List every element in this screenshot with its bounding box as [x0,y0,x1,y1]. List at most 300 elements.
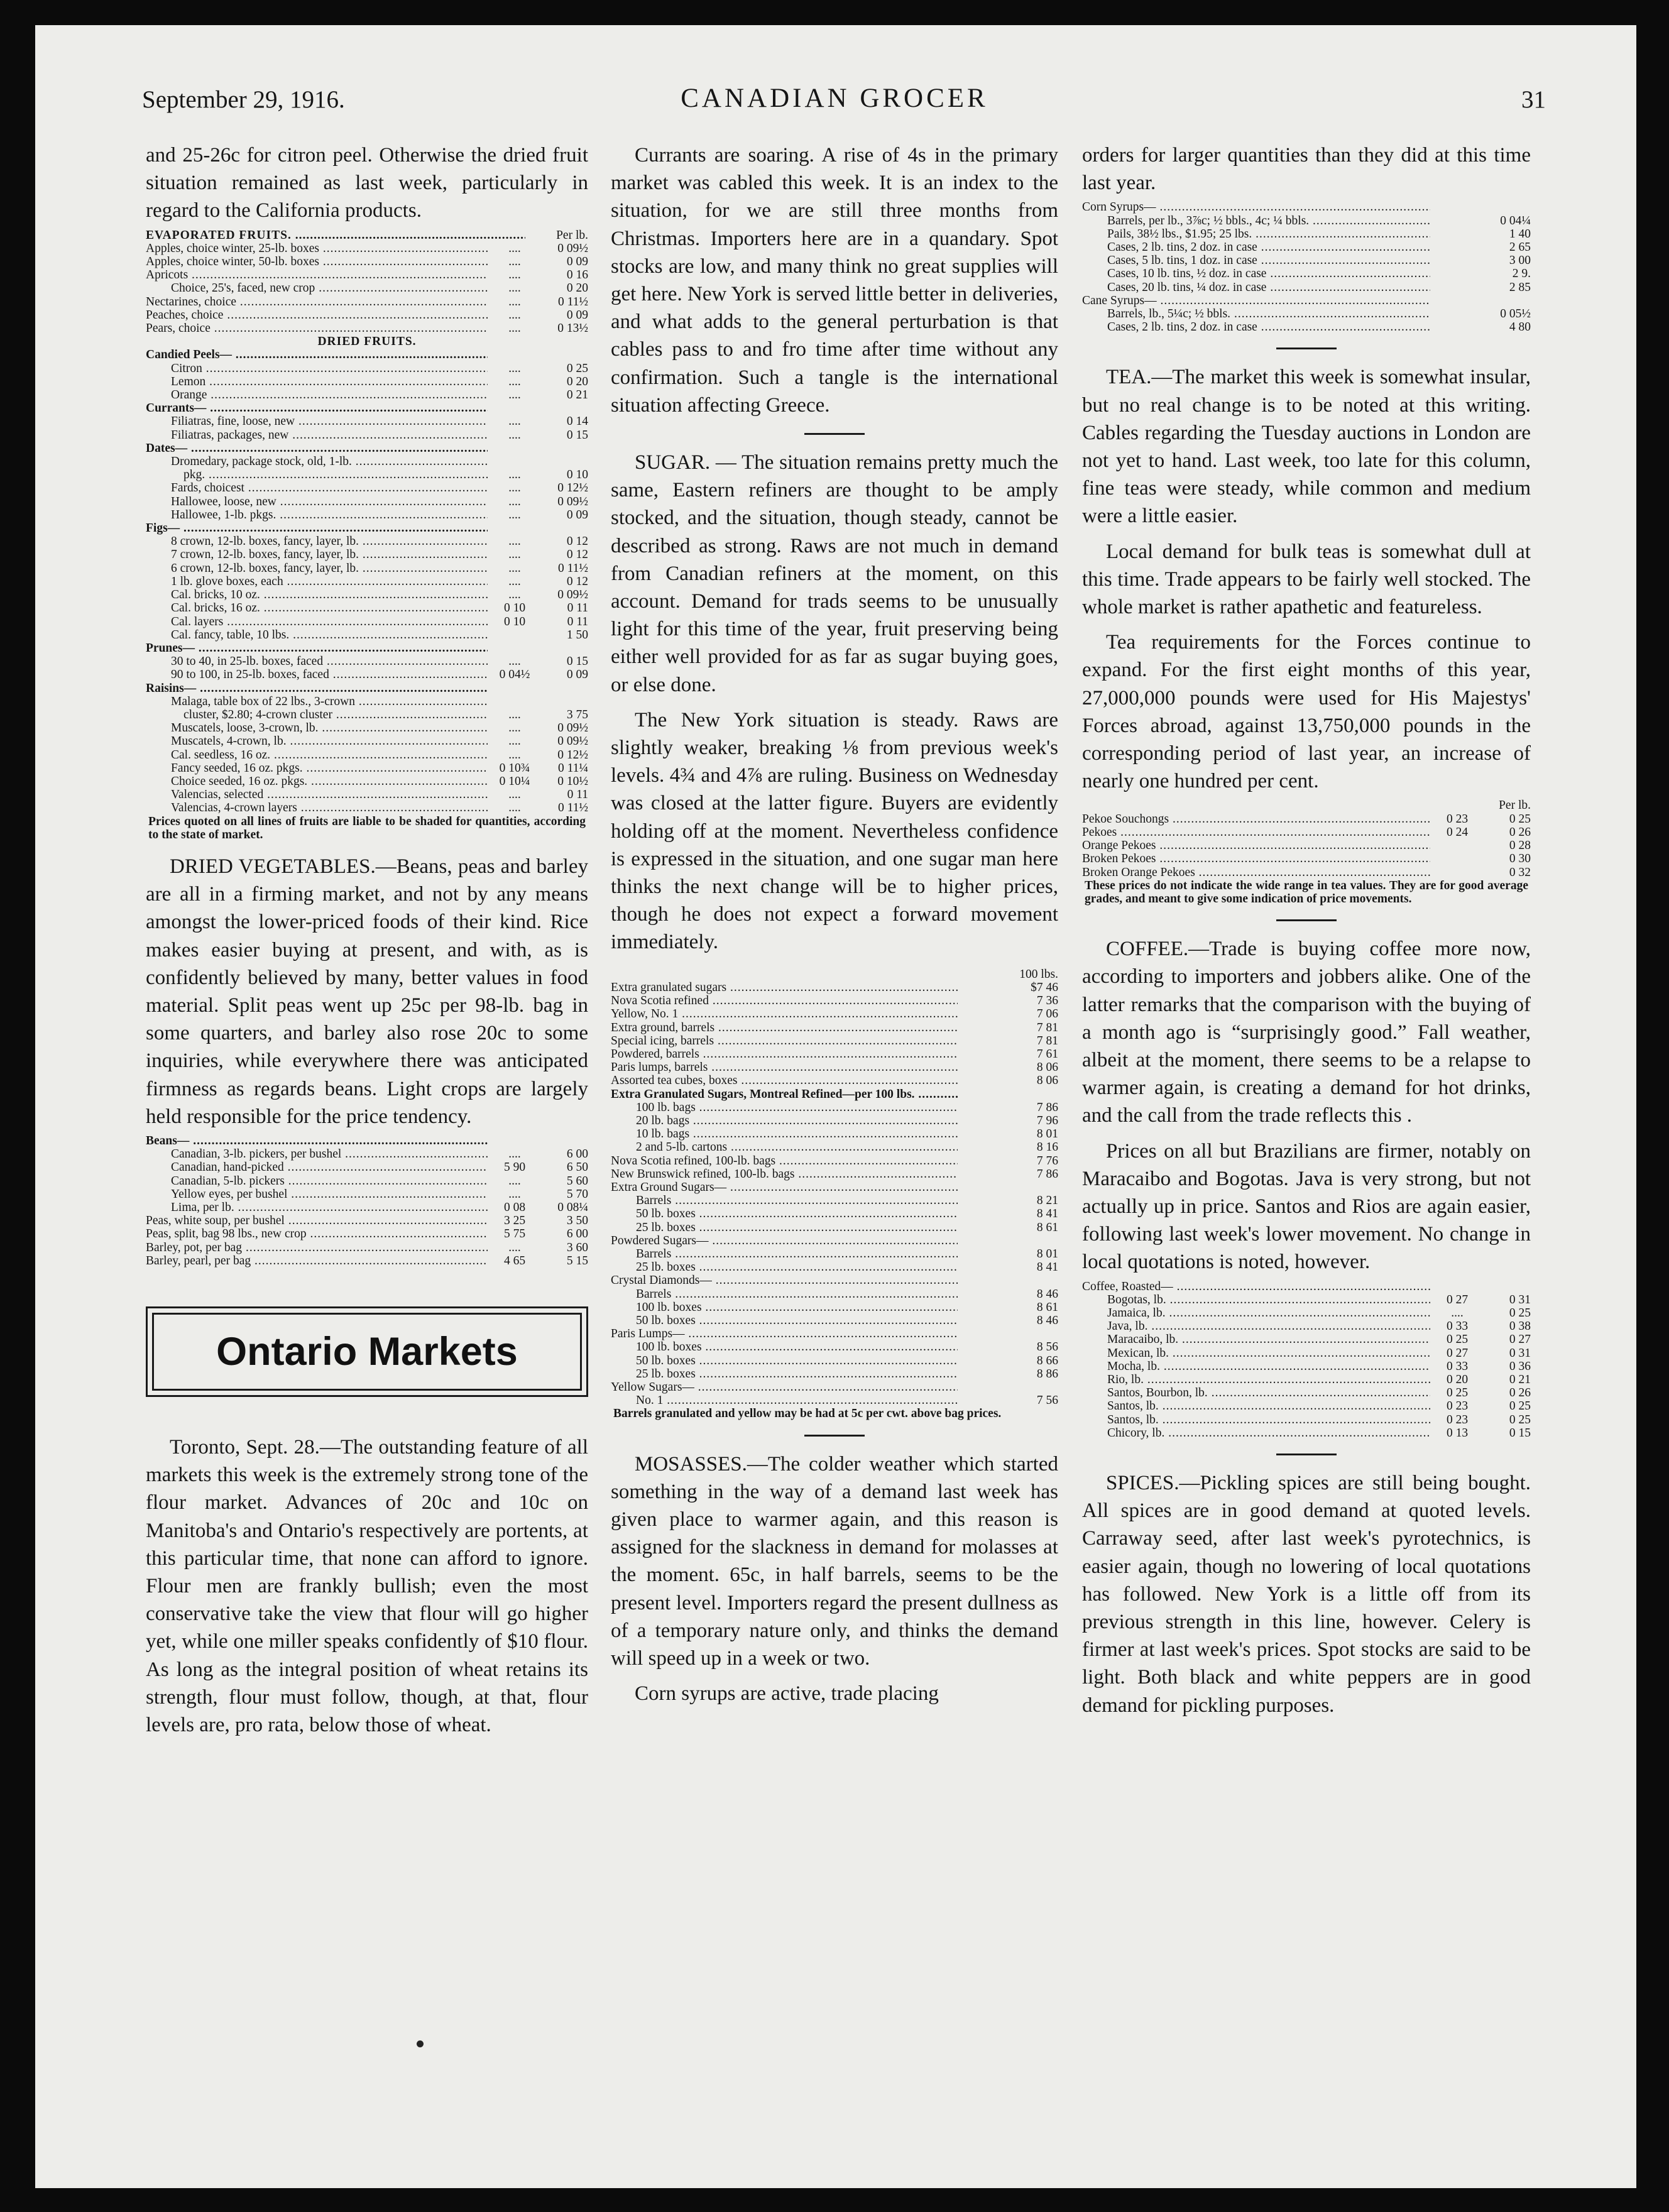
corn-syrup-paragraph: Corn syrups are active, trade placing [635,1682,939,1706]
item-label: Pails, 38½ lbs., $1.95; 25 lbs. ..... [1082,227,1430,241]
item-label: Bogotas, lb. ..... [1082,1293,1430,1306]
item-label: Apples, choice winter, 50-lb. boxes ..... [146,255,488,268]
price-row [146,695,588,708]
item-label: Malaga, table box of 22 lbs., 3-crown ..... [146,695,488,708]
price-low: .... [508,268,521,282]
price-low: 0 24 [1446,825,1469,839]
price-low: 3 25 [503,1214,526,1228]
item-label: Powdered, barrels ..... [611,1048,958,1061]
price-low: .... [508,295,521,309]
price-row [611,1154,1058,1168]
price-high: 0 12 [566,548,588,562]
price-low: .... [508,375,521,388]
price-low: 0 33 [1446,1320,1469,1333]
price-low: 0 08 [503,1201,526,1214]
price-high: 7 36 [1036,994,1058,1008]
price-row [146,762,588,775]
price-row [146,295,588,309]
item-label: Orange Pekoes ..... [1082,839,1430,852]
price-row [611,1327,1058,1340]
price-high: 7 81 [1036,1034,1058,1048]
price-high: 0 09½ [557,588,588,602]
item-label: Maracaibo, lb. ..... [1082,1333,1430,1346]
item-label: Yellow Sugars— ..... [611,1381,958,1394]
dried-vegetables-paragraph: DRIED VEGETABLES.—Beans, peas and barley are all in a firming market, and not by any means amongst the lower-priced foods of their kind. Rice makes easier buying at present, and with, as is confidently believed by many, better values in food material. Split peas went up 25c per 98-lb. bag in some quarters, and barley also rose 20c to some inquiries, while everywhere there was anticipated firmness as regards beans. Light crops are largely held responsible for the price tendency. [146,855,588,1128]
price-row [611,981,1058,994]
item-label: Peas, split, bag 98 lbs., new crop ..... [146,1227,488,1240]
price-low: .... [508,415,521,429]
price-low: .... [508,508,521,522]
price-row [611,1181,1058,1194]
item-label: Cases, 20 lb. tins, ¼ doz. in case ..... [1082,281,1430,294]
price-low: 0 23 [1446,812,1469,826]
item-label: 100 lb. boxes ..... [611,1340,958,1354]
price-low: .... [508,655,521,669]
price-row [146,575,588,588]
item-label: Cal. bricks, 16 oz. ..... [146,601,488,615]
item-label: 10 lb. bags ..... [611,1127,958,1141]
price-row [1082,214,1531,227]
price-high: 0 15 [566,655,588,669]
item-label: 100 lb. bags ..... [611,1101,958,1114]
item-label: 8 crown, 12-lb. boxes, fancy, layer, lb. ..... [146,535,488,548]
price-row [1082,241,1531,254]
price-high: 0 12½ [557,481,588,495]
item-label: Cane Syrups— ..... [1082,294,1430,307]
price-high: 0 11¼ [557,761,588,775]
price-row [611,1021,1058,1034]
page-number: 31 [1521,86,1546,113]
price-low: .... [508,388,521,402]
price-low: 0 27 [1446,1346,1469,1360]
price-row [146,801,588,814]
item-label: 6 crown, 12-lb. boxes, fancy, layer, lb. ..... [146,562,488,575]
item-label: Nectarines, choice ..... [146,295,488,309]
item-label: Canadian, 5-lb. pickers ..... [146,1174,488,1188]
price-row [611,1381,1058,1394]
item-label: Mexican, lb. ..... [1082,1347,1430,1360]
price-row [146,429,588,442]
price-row [146,748,588,762]
price-high: 6 00 [566,1227,588,1241]
item-label: 7 crown, 12-lb. boxes, fancy, layer, lb. ..... [146,548,488,561]
price-row [146,402,588,415]
price-high: 0 11½ [557,295,588,309]
price-high: 7 56 [1036,1394,1058,1408]
price-low: .... [508,282,521,295]
price-high: 3 60 [566,1240,588,1254]
price-high: 7 61 [1036,1047,1058,1061]
price-high: 2 85 [1509,280,1531,294]
price-row [146,522,588,535]
new-york-sugar-paragraph: The New York situation is steady. Raws are slightly weaker, breaking ⅛ from previous week's levels. 4¾ and 4⅞ are ruling. Business on Wednesday was closed at the latter figure. Buyers are evidently holding off at the moment. Nevertheless confidence is expressed in the situation, and one sugar man here thinks the next change will be to higher prices, though he does not expect a forward movement immediately. [611,708,1058,954]
price-high: 0 16 [566,268,588,282]
price-high: 7 81 [1036,1021,1058,1034]
price-row [611,1061,1058,1074]
item-label: Paris Lumps— ..... [611,1327,958,1340]
item-label: Coffee, Roasted— ..... [1082,1280,1430,1293]
currants-paragraph: Currants are soaring. A rise of 4s in the primary market was cabled this week. It is an index to the situation, for we are still three months from Christmas. Importers here are in a quandary. Spot stocks are low, and many think no great supplies will get here. New York is served little better in deliveries, and what adds to the general perturbation is that cables pass to and fro time after time without any confirmation. Such a tangle is the international situation affecting Greece. [611,144,1058,417]
price-row [611,1048,1058,1061]
price-low: .... [1451,1306,1464,1320]
unit-label: Per lb. [556,228,588,242]
price-high: 0 15 [1509,1426,1531,1440]
table-note: Barrels granulated and yellow may be had at 5c per cwt. above bag prices. [613,1407,1002,1421]
sugar-paragraph: SUGAR. — The situation remains pretty much the same, Eastern refiners are thought to be amply stocked, and the situation, though steady, cannot be described as strong. Raws are not much in demand from Canadian refiners at the moment, on this account. Demand for trads seems to be unusually light for this time of the year, fruit preserving being either well provided for as far as sugar buying goes, or else done. [611,451,1058,696]
item-label: Citron ..... [146,362,488,375]
price-high: 0 32 [1509,865,1531,879]
price-row [611,1007,1058,1021]
price-row [146,415,588,428]
price-row [146,642,588,655]
item-label: Choice seeded, 16 oz. pkgs. ..... [146,775,488,788]
price-high: 8 01 [1036,1247,1058,1261]
item-label: Barrels, lb., 5¼c; ½ bbls. ..... [1082,307,1430,320]
price-high: 0 21 [566,388,588,402]
price-row [1082,866,1531,879]
price-row [1082,1333,1531,1346]
item-label: 30 to 40, in 25-lb. boxes, faced ..... [146,655,488,668]
price-row [146,508,588,522]
section-divider [804,433,865,435]
price-high: 0 11 [567,601,588,615]
item-label: 20 lb. bags ..... [611,1114,958,1127]
price-low: .... [508,1187,521,1201]
price-high: 0 05½ [1500,307,1531,321]
price-high: 8 56 [1036,1340,1058,1354]
price-row [146,1161,588,1174]
price-row [146,1174,588,1188]
price-row [146,1254,588,1268]
price-high: 0 25 [566,361,588,375]
price-row [1082,1280,1531,1293]
item-label: Cal. bricks, 10 oz. ..... [146,588,488,601]
price-row [146,388,588,402]
print-mark [417,2040,424,2047]
price-row [1082,267,1531,280]
price-row [1082,1413,1531,1426]
price-high: 7 06 [1036,1007,1058,1021]
tea-price-table [1082,799,1531,906]
item-label: Orange ..... [146,388,488,402]
price-row [1082,852,1531,865]
column-3 [1082,141,1531,1719]
price-row [1082,254,1531,267]
price-row [146,1227,588,1240]
price-low: 0 25 [1446,1386,1469,1400]
price-high: 0 12½ [557,748,588,762]
tea-paragraph: TEA.—The market this week is somewhat insular, but no real change is to be noted at this writing. Cables regarding the Tuesday auctions in London are not yet to hand. Last week, too late for this column, fine teas were steady, while common and medium were a little easier. [1082,366,1531,528]
price-row [146,268,588,282]
price-high: 0 09 [566,308,588,322]
price-low: 0 10¾ [499,761,530,775]
item-label: pkg. ..... [146,468,488,481]
price-low: .... [508,708,521,721]
item-label: 50 lb. boxes ..... [611,1314,958,1327]
item-label: Barrels, per lb., 3⅞c; ½ bbls., 4c; ¼ bbls. ..... [1082,214,1430,227]
item-label: Cal. layers ..... [146,615,488,628]
price-row [1082,1360,1531,1373]
price-row [146,682,588,695]
price-low: .... [508,548,521,562]
price-high: 0 12 [566,535,588,549]
price-low: .... [508,721,521,735]
price-high: 0 26 [1509,1386,1531,1400]
price-low: .... [508,322,521,336]
price-high: 8 06 [1036,1061,1058,1075]
price-row [146,615,588,628]
item-label: Pears, choice ..... [146,322,488,335]
item-label: 1 lb. glove boxes, each ..... [146,575,488,588]
price-low: .... [508,495,521,508]
price-row [611,994,1058,1007]
item-label: Dromedary, package stock, old, 1-lb. ..... [146,455,488,468]
price-low: .... [508,1174,521,1188]
price-high: 4 80 [1509,320,1531,334]
item-label: Cases, 2 lb. tins, 2 doz. in case ..... [1082,241,1430,254]
price-row [146,775,588,788]
price-low: 5 90 [503,1161,526,1174]
ontario-markets-box [146,1306,588,1397]
price-row [611,1301,1058,1314]
item-label: Cases, 5 lb. tins, 1 doz. in case ..... [1082,254,1430,267]
item-label: 100 lb. boxes ..... [611,1301,958,1314]
citron-peel-paragraph: and 25-26c for citron peel. Otherwise the dried fruit situation remained as last week, particularly in regard to the California products. [146,144,588,222]
price-low: 0 33 [1446,1359,1469,1373]
price-row [1082,813,1531,826]
price-high: 0 20 [566,282,588,295]
item-label: Assorted tea cubes, boxes ..... [611,1074,958,1087]
price-high: 2 9. [1512,267,1531,281]
price-high: 3 00 [1509,254,1531,268]
price-row [1082,294,1531,307]
item-label: Pekoes ..... [1082,826,1430,839]
item-label: Filiatras, packages, new ..... [146,429,488,442]
price-row [146,1241,588,1254]
item-label: Nova Scotia refined ..... [611,994,958,1007]
item-label: Jamaica, lb. ..... [1082,1306,1430,1320]
price-high: 8 46 [1036,1287,1058,1301]
item-label: No. 1 ..... [611,1394,958,1407]
item-label: 50 lb. boxes ..... [611,1354,958,1367]
price-high: 0 25 [1509,1413,1531,1426]
item-label: Chicory, lb. ..... [1082,1426,1430,1440]
price-low: .... [508,788,521,802]
price-low: .... [508,1240,521,1254]
price-low: 0 10 [503,601,526,615]
item-label: 2 and 5-lb. cartons ..... [611,1141,958,1154]
price-high: 0 04¼ [1500,214,1531,227]
section-divider [804,1435,865,1437]
price-row [1082,320,1531,334]
price-high: 0 15 [566,428,588,442]
price-low: 0 20 [1446,1372,1469,1386]
price-high: 6 00 [566,1147,588,1161]
price-row [611,1394,1058,1407]
price-row [1082,1306,1531,1320]
price-row [146,348,588,361]
item-label: Java, lb. ..... [1082,1320,1430,1333]
item-label: Currants— ..... [146,402,488,415]
price-high: 0 27 [1509,1333,1531,1347]
price-high: 0 09 [566,668,588,682]
price-row [1082,200,1531,214]
item-label: Barrels ..... [611,1247,958,1261]
table-note: These prices do not indicate the wide range in tea values. They are for good average grades, and meant to give some indication of price movements. [1085,879,1528,906]
item-label: 25 lb. boxes ..... [611,1367,958,1381]
item-label: Valencias, 4-crown layers ..... [146,801,488,814]
price-row [611,1340,1058,1354]
price-high: 0 13½ [557,322,588,336]
price-high: 0 20 [566,375,588,388]
table-note: Prices quoted on all lines of fruits are liable to be shaded for quantities, according to the state of market. [148,814,586,841]
price-row [1082,307,1531,320]
price-low: 0 13 [1446,1426,1469,1440]
item-label: Santos, lb. ..... [1082,1413,1430,1426]
tea-demand-paragraph: Local demand for bulk teas is somewhat dull at this time. Trade appears to be fairly well stocked. The whole market is rather apathetic and featureless. [1082,540,1531,619]
item-label: Cal. seedless, 16 oz. ..... [146,748,488,762]
price-high: 7 76 [1036,1154,1058,1168]
item-label: 25 lb. boxes ..... [611,1221,958,1234]
price-row [611,1288,1058,1301]
table-heading: DRIED FRUITS. [317,335,417,349]
price-high: 8 01 [1036,1127,1058,1141]
price-high: 7 86 [1036,1100,1058,1114]
price-high: 6 50 [566,1161,588,1174]
price-row [146,1188,588,1201]
price-row [1082,839,1531,852]
item-label: Filiatras, fine, loose, new ..... [146,415,488,428]
item-label: Barrels ..... [611,1288,958,1301]
price-row [146,548,588,561]
price-low: .... [508,481,521,495]
item-label: Extra ground, barrels ..... [611,1021,958,1034]
price-high: 0 25 [1509,812,1531,826]
price-high: 0 28 [1509,839,1531,853]
price-row [146,309,588,322]
price-row [146,655,588,668]
price-row [146,628,588,642]
price-high: 1 50 [566,628,588,642]
price-high: 0 10½ [557,774,588,788]
price-high: 7 86 [1036,1167,1058,1181]
page-header [107,75,1562,119]
item-label: Fards, choicest ..... [146,481,488,495]
unit-label: Per lb. [1499,799,1531,813]
price-row [146,362,588,375]
item-label: Fancy seeded, 16 oz. pkgs. ..... [146,762,488,775]
item-label: Apples, choice winter, 25-lb. boxes ..... [146,242,488,255]
item-label: Hallowee, loose, new ..... [146,495,488,508]
price-high: 8 16 [1036,1141,1058,1154]
item-label: Crystal Diamonds— ..... [611,1274,958,1287]
price-high: 3 75 [566,708,588,721]
item-label: 90 to 100, in 25-lb. boxes, faced ..... [146,668,488,681]
coffee-prices-paragraph: Prices on all but Brazilians are firmer, notably on Maracaibo and Bogotas. Java is very strong, but not actually up in price. Santos and Rios are again easier, following last week's lower movement. No change in local quotations is noted, however. [1082,1139,1531,1274]
issue-date: September 29, 1916. [142,86,345,113]
price-low: .... [508,535,521,549]
price-row [611,1234,1058,1247]
price-row [611,1261,1058,1274]
price-row [146,735,588,748]
price-high: $7 46 [1031,980,1058,994]
price-high: 8 46 [1036,1313,1058,1327]
price-row [146,1201,588,1214]
price-high: 5 70 [566,1187,588,1201]
item-label: Prunes— ..... [146,642,488,655]
price-high: 8 66 [1036,1354,1058,1367]
price-row [611,1141,1058,1154]
item-label: Muscatels, loose, 3-crown, lb. ..... [146,721,488,735]
item-label: Extra Ground Sugars— ..... [611,1181,958,1194]
price-row [146,588,588,601]
section-divider [1276,919,1337,921]
price-high: 0 09½ [557,241,588,255]
price-row [146,375,588,388]
item-label: Pekoe Souchongs ..... [1082,813,1430,826]
price-high: 0 11½ [557,561,588,575]
price-low: .... [508,468,521,482]
price-low: 5 75 [503,1227,526,1241]
price-high: 0 31 [1509,1346,1531,1360]
coffee-price-table [1082,1280,1531,1440]
price-row [146,535,588,548]
price-row [611,1354,1058,1367]
price-row [146,1147,588,1161]
item-label: cluster, $2.80; 4-crown cluster ..... [146,708,488,721]
item-label: Yellow, No. 1 ..... [611,1007,958,1021]
item-label: New Brunswick refined, 100-lb. bags ..... [611,1168,958,1181]
price-row [1082,1373,1531,1386]
item-label: 25 lb. boxes ..... [611,1261,958,1274]
price-row [1082,1386,1531,1399]
price-high: 8 41 [1036,1261,1058,1274]
coffee-paragraph: COFFEE.—Trade is buying coffee more now, according to importers and jobbers alike. One of the latter remarks that the comparison with the buying of a month ago is “surprisingly good.” Fall weather, albeit at the moment, there seems to be a relapse to warmer again, is creating a demand for hot drinks, and the call from the trade reflects this . [1082,938,1531,1127]
price-row [146,708,588,721]
item-label: Extra Granulated Sugars, Montreal Refined—per 100 lbs. ..... [611,1088,958,1101]
item-label: Lemon ..... [146,375,488,388]
table-heading: EVAPORATED FRUITS. ..... [146,229,525,242]
price-high: 8 06 [1036,1074,1058,1088]
price-row [1082,281,1531,294]
price-high: 0 09 [566,508,588,522]
price-high: 5 60 [566,1174,588,1188]
price-high: 5 15 [566,1254,588,1268]
orders-paragraph: orders for larger quantities than they did at this time last year. [1082,144,1531,195]
price-row [146,1214,588,1227]
price-high: 0 25 [1509,1306,1531,1320]
price-row [1082,1399,1531,1413]
price-high: 0 38 [1509,1320,1531,1333]
price-low: .... [508,574,521,588]
section-divider [1276,1454,1337,1455]
price-high: 0 11 [567,788,588,802]
price-high: 8 86 [1036,1367,1058,1381]
price-low: .... [508,748,521,762]
price-low: .... [508,308,521,322]
molasses-paragraph: MOSASSES.—The colder weather which started something in the way of a demand last week has given place to warmer again, and this reason is assigned for the slackness in demand for molasses at the moment. 65c, in half barrels, seems to be the present level. Importers regard the present dullness as of a temporary nature only, and thinks the demand will speed up in a week or two. [611,1452,1058,1670]
item-label: Mocha, lb. ..... [1082,1360,1430,1373]
item-label: Yellow eyes, per bushel ..... [146,1188,488,1201]
price-high: 0 09½ [557,721,588,735]
price-high: 0 21 [1509,1372,1531,1386]
item-label: Candied Peels— ..... [146,348,488,361]
column-1 [146,141,588,1739]
section-divider [1276,348,1337,349]
price-high: 0 36 [1509,1359,1531,1373]
item-label: Barley, pearl, per bag ..... [146,1254,488,1268]
price-low: .... [508,588,521,602]
